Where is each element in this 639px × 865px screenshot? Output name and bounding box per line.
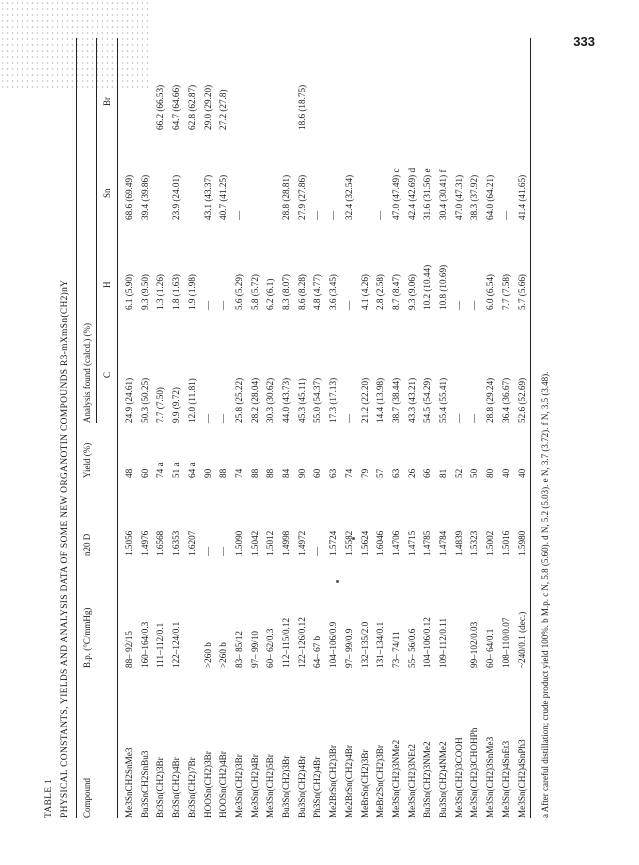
cell-compound: Br3Sn(CH2)3Br (155, 757, 166, 818)
cell-bp: 104–106/0.9 (328, 621, 339, 668)
cell-nd: — (312, 546, 323, 556)
cell-compound: Br3Sn(CH2)7Br (186, 757, 197, 818)
cell-h: 8.7 (8.47) (390, 274, 401, 310)
cell-compound: Me2BrSn(CH2)3Br (328, 745, 339, 818)
cell-bp: 104–106/0.12 (422, 617, 433, 668)
cell-compound: Me3Sn(CH2)4SnEt3 (500, 740, 511, 818)
header-yield: Yield (%) (82, 442, 92, 478)
table-row (422, 38, 434, 818)
cell-sn: — (233, 210, 244, 220)
cell-h: — (343, 300, 354, 310)
cell-sn: 27.9 (27.86) (296, 174, 307, 220)
cell-compound: Me3SnCH2SnMe3 (124, 747, 134, 818)
cell-compound: Bu3Sn(CH2)4Br (296, 755, 307, 818)
cell-sn: — (375, 210, 386, 220)
cell-nd: 1.5624 (359, 530, 370, 556)
cell-sn: — (312, 210, 323, 220)
cell-yield: 66 (422, 468, 433, 478)
cell-c: 45.3 (45.11) (296, 378, 307, 423)
cell-h: 6.0 (6.54) (485, 274, 496, 310)
cell-nd: 1.6353 (171, 530, 182, 556)
cell-br: 27.2 (27.8) (218, 89, 229, 130)
cell-bp: 112–115/0.12 (281, 617, 291, 668)
cell-bp: 60– 62/0.3 (265, 628, 276, 668)
cell-br: 18.6 (18.75) (296, 84, 307, 130)
cell-sn: 31.6 (31.56) e (422, 168, 433, 220)
cell-h: 1.9 (1.98) (186, 274, 197, 310)
cell-h: 2.8 (2.58) (375, 274, 386, 310)
cell-yield: 88 (249, 468, 260, 478)
cell-nd: 1.5582 (343, 530, 354, 556)
cell-c: — (469, 413, 480, 423)
cell-c: — (218, 413, 229, 423)
cell-bp: 122–126/0.12 (296, 617, 307, 668)
cell-bp: ~240/0.1 (dec.) (516, 611, 527, 668)
cell-compound: Me3Sn(CH2)3Br (233, 754, 244, 818)
cell-yield: 50 (469, 468, 480, 478)
cell-c: 36.4 (36.67) (500, 377, 511, 423)
table-title: PHYSICAL CONSTANTS, YIELDS AND ANALYSIS DATA OF SOME NEW ORGANOTIN COMPOUNDS R3-mXmSn(CH2)nY (60, 279, 70, 818)
cell-compound: Me3Sn(CH2)3CHOHPh (469, 727, 480, 818)
header-br: Br (102, 97, 112, 106)
cell-sn: 32.4 (32.54) (343, 174, 354, 220)
cell-sn: — (500, 210, 511, 220)
cell-yield: 52 (453, 468, 464, 478)
cell-yield: 57 (375, 468, 386, 478)
cell-compound: Bu3Sn(CH2)3Br (281, 755, 291, 818)
cell-yield: 88 (265, 468, 276, 478)
cell-compound: Bu3SnCH2SnBu3 (139, 750, 150, 818)
cell-nd: 1.6207 (186, 530, 197, 556)
cell-yield: 40 (516, 468, 527, 478)
cell-c: 43.3 (43.21) (406, 377, 417, 423)
cell-c: 7.7 (7.50) (155, 387, 166, 423)
cell-compound: Bu3Sn(CH2)4NMe2 (438, 741, 448, 818)
table-label: TABLE 1 (44, 778, 54, 818)
table-row (407, 38, 419, 818)
cell-bp: 64– 67 b (312, 635, 323, 668)
cell-yield: 48 (124, 468, 134, 478)
cell-nd: — (202, 546, 213, 556)
cell-h: — (218, 300, 229, 310)
cell-bp: 97– 99/0.9 (343, 628, 354, 668)
cell-nd: 1.5323 (469, 530, 480, 556)
cell-compound: Me3Sn(CH2)5Br (265, 754, 276, 818)
cell-yield: 80 (485, 468, 496, 478)
bottom-rule (530, 38, 531, 818)
table-row (218, 38, 230, 818)
cell-bp: 108–110/0.07 (500, 617, 511, 668)
cell-sn: 28.8 (28.81) (281, 174, 291, 220)
table-row (328, 38, 340, 818)
cell-sn: 43.1 (43.37) (202, 174, 213, 220)
table-row (234, 38, 246, 818)
cell-bp: 160–164/0.3 (139, 621, 150, 668)
cell-sn: 42.4 (42.69) d (406, 167, 417, 220)
cell-nd: 1.5056 (124, 530, 134, 556)
cell-yield: 60 (312, 468, 323, 478)
cell-yield: 81 (438, 468, 448, 478)
cell-yield: 40 (500, 468, 511, 478)
cell-c: 24.9 (24.61) (124, 377, 134, 423)
cell-nd: 1.5090 (233, 530, 244, 556)
cell-c: 28.2 (28.04) (249, 377, 260, 423)
cell-yield: 74 (233, 468, 244, 478)
cell-yield: 63 (328, 468, 339, 478)
cell-nd: 1.4715 (406, 530, 417, 556)
cell-c: 38.7 (38.44) (390, 377, 401, 423)
header-compound: Compound (82, 777, 92, 818)
cell-yield: 74 a (155, 462, 166, 478)
table-row (250, 38, 262, 818)
cell-compound: HOOSn(CH2)4Br (218, 751, 229, 818)
cell-nd: 1.5002 (485, 530, 496, 556)
cell-sn: 30.4 (30.41) f (438, 169, 448, 220)
cell-bp: 99–102/0.03 (469, 621, 480, 668)
cell-h: 6.1 (5.90) (124, 274, 134, 310)
header-analysis: Analysis found (calcd.) (%) (82, 323, 92, 423)
table-row (281, 38, 293, 818)
cell-c: — (453, 413, 464, 423)
cell-h: 9.3 (9.50) (139, 274, 150, 310)
cell-sn: — (328, 210, 339, 220)
cell-h: 10.2 (10.44) (422, 264, 433, 310)
cell-bp: 111–112/0.1 (155, 622, 166, 668)
cell-compound: Me3Sn(CH2)3SnMe3 (485, 736, 496, 818)
table-row (155, 38, 167, 818)
cell-yield: 64 a (186, 462, 197, 478)
table-row (187, 38, 199, 818)
cell-h: 1.3 (1.26) (155, 274, 166, 310)
table-row (391, 38, 403, 818)
cell-h: 4.8 (4.77) (312, 274, 323, 310)
cell-compound: Me3Sn(CH2)4SnPh3 (516, 739, 527, 818)
table-row (265, 38, 277, 818)
cell-h: 5.8 (5.72) (249, 274, 260, 310)
cell-c: 12.0 (11.81) (186, 378, 197, 423)
analysis-rule (96, 38, 97, 423)
cell-c: 9.9 (9.72) (171, 387, 182, 423)
cell-h: — (202, 300, 213, 310)
cell-c: 17.3 (17.13) (328, 377, 339, 423)
cell-yield: 90 (202, 468, 213, 478)
table-footnote: a After careful distillation; crude product yield 100%. b M.p. c N, 5.8 (5.60). d N, 5.2 (5.03). e N, 3.7 (3.72). f N, 3.5 (3.48). (540, 371, 550, 818)
cell-bp: 97– 99/10 (249, 630, 260, 668)
cell-compound: Me2BrSn(CH2)4Br (343, 745, 354, 818)
cell-compound: MeBr2Sn(CH2)3Br (375, 745, 386, 818)
cell-yield: 51 a (171, 462, 182, 478)
cell-compound: Me3Sn(CH2)3NEt2 (406, 743, 417, 818)
table-row (124, 38, 136, 818)
cell-br: 29.0 (29.20) (202, 84, 213, 130)
cell-nd: 1.5042 (249, 530, 260, 556)
cell-sn: 47.0 (47.49) c (390, 168, 401, 220)
cell-h: — (453, 300, 464, 310)
cell-compound: HOOSn(CH2)3Br (202, 751, 213, 818)
cell-c: 55.0 (54.37) (312, 377, 323, 423)
cell-compound: Br3Sn(CH2)4Br (171, 757, 182, 818)
cell-h: 1.8 (1.63) (171, 274, 182, 310)
cell-bp: >260 b (218, 642, 229, 668)
cell-yield: 90 (296, 468, 307, 478)
cell-yield: 60 (139, 468, 150, 478)
table-row (469, 38, 481, 818)
header-bp: B.p. (°C/mmHg) (82, 607, 92, 668)
cell-sn: 68.6 (69.49) (124, 174, 134, 220)
top-rule (76, 38, 77, 818)
cell-nd: 1.4784 (438, 530, 448, 556)
cell-c: 54.5 (54.29) (422, 377, 433, 423)
cell-sn: 40.7 (41.25) (218, 174, 229, 220)
cell-nd: 1.6568 (155, 530, 166, 556)
header-sn: Sn (102, 188, 112, 198)
table-row (517, 38, 529, 818)
table-row (360, 38, 372, 818)
cell-bp: 132–135/2.0 (359, 621, 370, 668)
cell-c: — (202, 413, 213, 423)
page-number: 333 (573, 34, 595, 49)
table-row (501, 38, 513, 818)
header-c: C (102, 371, 112, 378)
cell-h: 8.6 (8.28) (296, 274, 307, 310)
cell-nd: 1.4785 (422, 530, 433, 556)
cell-sn: 38.3 (37.92) (469, 174, 480, 220)
cell-nd: 1.5016 (500, 530, 511, 556)
table-row (312, 38, 324, 818)
cell-compound: Me3Sn(CH2)4Br (249, 754, 260, 818)
cell-nd: — (218, 546, 229, 556)
cell-br: 64.7 (64.66) (171, 84, 182, 130)
cell-nd: 1.5012 (265, 530, 276, 556)
cell-bp: 83– 85/12 (233, 630, 244, 668)
cell-c: 14.4 (13.98) (375, 377, 386, 423)
cell-c: 50.3 (50.25) (139, 377, 150, 423)
cell-compound: Me3Sn(CH2)3COOH (453, 737, 464, 818)
cell-h: 4.1 (4.26) (359, 274, 370, 310)
cell-yield: 79 (359, 468, 370, 478)
cell-bp: 55– 56/0.6 (406, 628, 417, 668)
cell-bp: 60– 64/0.1 (485, 628, 496, 668)
cell-h: 8.3 (8.07) (281, 274, 291, 310)
cell-nd: 1.5724 (328, 530, 339, 556)
cell-c: 28.8 (29.24) (485, 377, 496, 423)
cell-c: — (343, 413, 354, 423)
cell-nd: 1.4998 (281, 530, 291, 556)
cell-nd: 1.4706 (390, 530, 401, 556)
cell-sn: 39.4 (39.86) (139, 174, 150, 220)
cell-compound: Me3Sn(CH2)3NMe2 (390, 739, 401, 818)
cell-yield: 88 (218, 468, 229, 478)
cell-bp: 73– 74/11 (390, 631, 401, 668)
cell-nd: 1.4839 (453, 530, 464, 556)
header-nd: n20 D (82, 533, 92, 556)
cell-br: 66.2 (66.53) (155, 84, 166, 130)
header-h: H (102, 281, 112, 288)
cell-bp: 109–112/0.11 (438, 617, 448, 668)
cell-h: 10.8 (10.69) (438, 264, 448, 310)
cell-sn: 41.4 (41.65) (516, 174, 527, 220)
cell-yield: 26 (406, 468, 417, 478)
table-row (375, 38, 387, 818)
cell-yield: 74 (343, 468, 354, 478)
cell-bp: 131–134/0.1 (375, 621, 386, 668)
header-rule (117, 38, 118, 818)
cell-h: 5.6 (5.29) (233, 274, 244, 310)
cell-yield: 63 (390, 468, 401, 478)
cell-bp: 88– 92/15 (124, 630, 134, 668)
table-row (297, 38, 309, 818)
cell-h: 3.6 (3.45) (328, 274, 339, 310)
cell-h: 6.2 (6.1) (265, 278, 276, 310)
table-row (485, 38, 497, 818)
cell-h: 7.7 (7.58) (500, 274, 511, 310)
cell-c: 21.2 (22.20) (359, 377, 370, 423)
cell-c: 55.4 (55.41) (438, 377, 448, 423)
cell-compound: MeBrSn(CH2)3Br (359, 749, 370, 818)
cell-compound: Ph3Sn(CH2)4Br (312, 756, 323, 818)
table-row (140, 38, 152, 818)
cell-compound: Bu3Sn(CH2)3NMe2 (422, 741, 433, 818)
rotated-table-page (42, 38, 562, 828)
cell-br: 62.8 (62.87) (186, 84, 197, 130)
cell-h: 5.7 (5.66) (516, 274, 527, 310)
cell-c: 25.8 (25.22) (233, 377, 244, 423)
cell-nd: 1.4976 (139, 530, 150, 556)
cell-sn: 47.0 (47.31) (453, 174, 464, 220)
table-row (344, 38, 356, 818)
cell-nd: 1.6046 (375, 530, 386, 556)
table-row (203, 38, 215, 818)
cell-yield: 84 (281, 468, 291, 478)
cell-bp: >260 b (202, 642, 213, 668)
cell-sn: 64.0 (64.21) (485, 174, 496, 220)
cell-c: 44.0 (43.73) (281, 377, 291, 423)
cell-c: 52.6 (52.69) (516, 377, 527, 423)
table-row (171, 38, 183, 818)
table-row (438, 38, 450, 818)
cell-nd: 1.5980 (516, 530, 527, 556)
cell-h: 9.3 (9.06) (406, 274, 417, 310)
table-row (454, 38, 466, 818)
cell-c: 30.3 (30.62) (265, 377, 276, 423)
cell-h: — (469, 300, 480, 310)
cell-nd: 1.4972 (296, 530, 307, 556)
cell-sn: 23.9 (24.01) (171, 174, 182, 220)
cell-bp: 122–124/0.1 (171, 621, 182, 668)
